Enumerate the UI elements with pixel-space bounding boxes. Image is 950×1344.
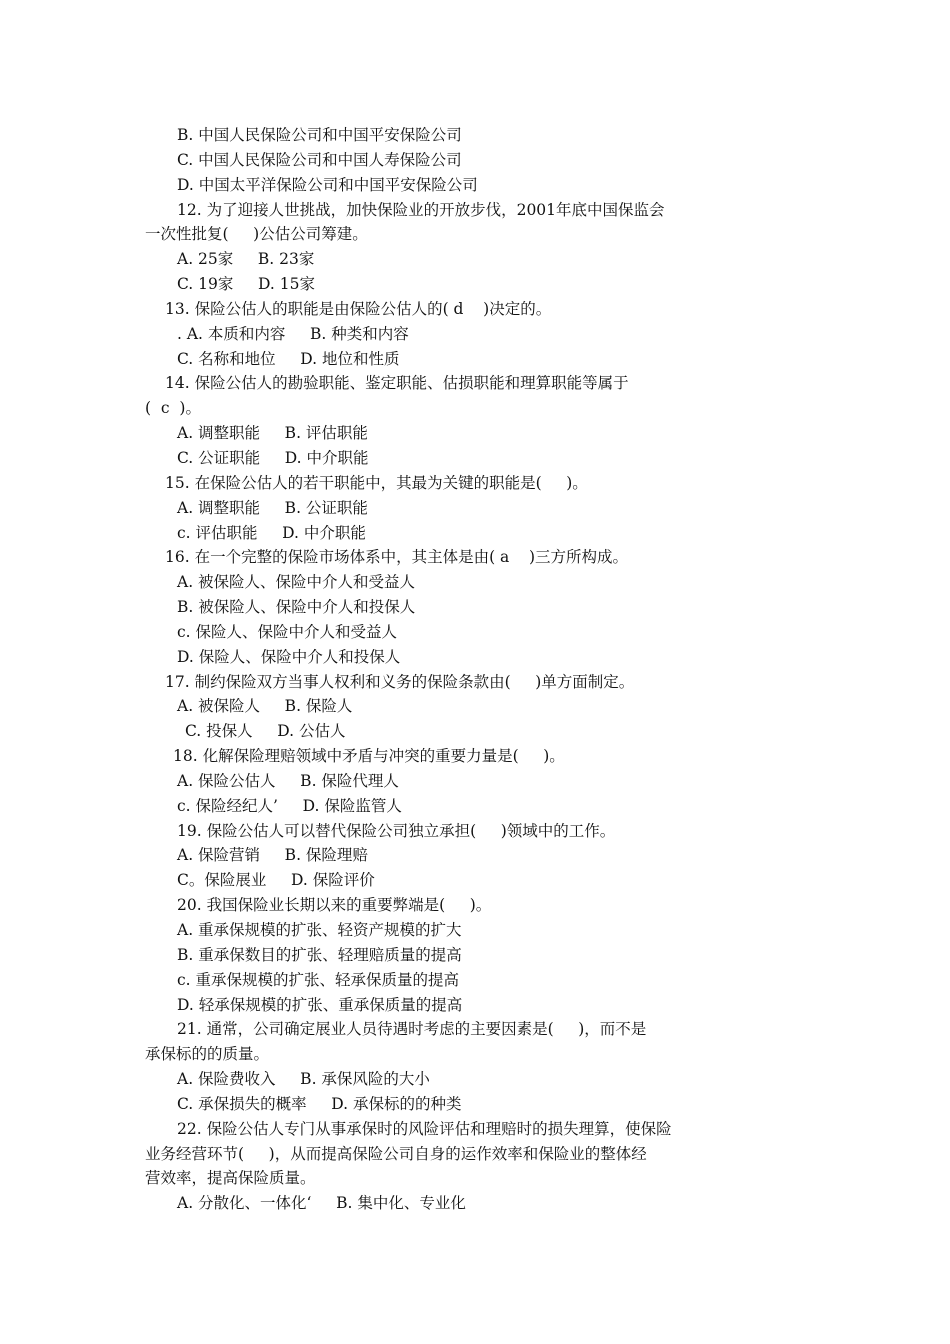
text-line: A. 保险公估人 B. 保险代理人 xyxy=(177,771,399,790)
text-line: 17. 制约保险双方当事人权利和义务的保险条款由( )单方面制定。 xyxy=(165,672,635,691)
text-line: c. 重承保规模的扩张、轻承保质量的提高 xyxy=(177,970,460,989)
text-line: 15. 在保险公估人的若干职能中，其最为关键的职能是( )。 xyxy=(165,473,588,492)
text-line: A. 调整职能 B. 公证职能 xyxy=(177,498,368,517)
text-line: 16. 在一个完整的保险市场体系中，其主体是由( a )三方所构成。 xyxy=(165,548,629,567)
text-line: C. 中国人民保险公司和中国人寿保险公司 xyxy=(177,150,462,169)
text-line: 20. 我国保险业长期以来的重要弊端是( )。 xyxy=(177,896,492,915)
text-line: c. 保险人、保险中介人和受益人 xyxy=(177,622,398,641)
text-line: 18. 化解保险理赔领域中矛盾与冲突的重要力量是( )。 xyxy=(173,747,565,766)
text-line: 营效率，提高保险质量。 xyxy=(145,1169,316,1188)
text-line: 12. 为了迎接人世挑战，加快保险业的开放步伐，2001年底中国保监会 xyxy=(177,200,665,219)
text-line: C. 投保人 D. 公估人 xyxy=(185,722,346,741)
text-line: . A. 本质和内容 B. 种类和内容 xyxy=(177,324,409,343)
text-line: 13. 保险公估人的职能是由保险公估人的( d )决定的。 xyxy=(165,299,552,318)
text-line: c. 保险经纪人’ D. 保险监管人 xyxy=(177,796,402,815)
text-line: ( c )。 xyxy=(145,399,201,418)
text-line: A. 保险营销 B. 保险理赔 xyxy=(177,846,368,865)
text-line: C. 19家 D. 15家 xyxy=(177,275,315,294)
text-line: 一次性批复( )公估公司筹建。 xyxy=(145,225,368,244)
text-line: A. 保险费收入 B. 承保风险的大小 xyxy=(177,1070,430,1089)
text-line: A. 25家 B. 23家 xyxy=(177,250,315,269)
text-line: 14. 保险公估人的勘验职能、鉴定职能、估损职能和理算职能等属于 xyxy=(165,374,629,393)
text-line: A. 重承保规模的扩张、轻资产规模的扩大 xyxy=(177,921,462,939)
text-line: A. 被保险人 B. 保险人 xyxy=(177,697,353,716)
text-line: B. 重承保数目的扩张、轻理赔质量的提高 xyxy=(177,945,462,964)
text-line: A. 分散化、一体化‘ B. 集中化、专业化 xyxy=(177,1194,466,1213)
text-line: 承保标的的质量。 xyxy=(145,1045,270,1064)
text-line: 22. 保险公估人专门从事承保时的风险评估和理赔时的损失理算，使保险 xyxy=(177,1119,672,1138)
text-line: C. 承保损失的概率 D. 承保标的的种类 xyxy=(177,1094,462,1113)
text-line: C. 名称和地位 D. 地位和性质 xyxy=(177,349,400,368)
text-line: C. 公证职能 D. 中介职能 xyxy=(177,448,369,467)
text-line: 21. 通常，公司确定展业人员待遇时考虑的主要因素是( )，而不是 xyxy=(177,1020,647,1039)
text-line: c. 评估职能 D. 中介职能 xyxy=(177,523,366,542)
text-line: A. 被保险人、保险中介人和受益人 xyxy=(177,573,416,592)
text-line: D. 保险人、保险中介人和投保人 xyxy=(177,647,401,666)
text-line: D. 中国太平洋保险公司和中国平安保险公司 xyxy=(177,175,478,194)
text-line: A. 调整职能 B. 评估职能 xyxy=(177,424,368,443)
text-line: B. 中国人民保险公司和中国平安保险公司 xyxy=(177,126,462,144)
text-line: B. 被保险人、保险中介人和投保人 xyxy=(177,598,416,617)
text-line: 19. 保险公估人可以替代保险公司独立承担( )领域中的工作。 xyxy=(177,821,616,840)
document-body xyxy=(145,123,745,1216)
text-line: D. 轻承保规模的扩张、重承保质量的提高 xyxy=(177,995,463,1014)
text-line: C。保险展业 D. 保险评价 xyxy=(177,871,375,890)
text-line: 业务经营环节( )，从而提高保险公司自身的运作效率和保险业的整体经 xyxy=(145,1144,647,1163)
